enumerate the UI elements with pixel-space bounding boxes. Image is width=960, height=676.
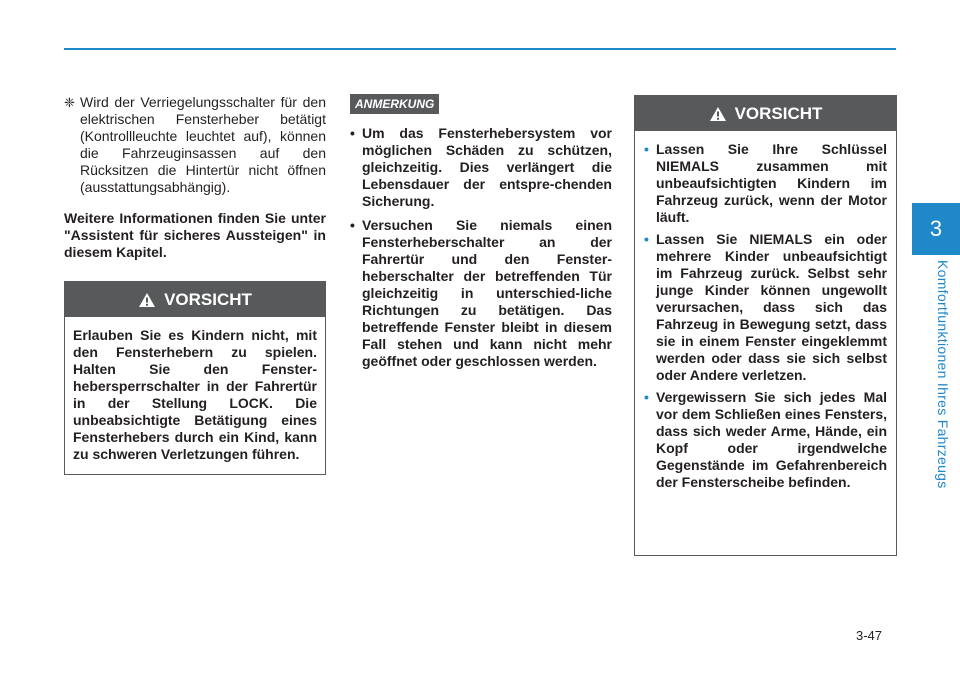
page-number: 3-47 [856,628,883,643]
list-item-text: Versuchen Sie niemals einen Fensterheberschalter an der Fahrertür und den Fenster-heberschalter der betreffenden Tür gleichzeitig in unterschied-liche Richtungen zu betätigen. Das betreffende Fenster bleibt in diesem Fall stehen und kann nicht mehr geöffnet oder geschlossen werden. [362,217,612,369]
middle-column [350,94,612,377]
footnote-symbol: ❈ [64,95,75,110]
list-item [644,389,887,491]
chapter-title: Komfortfunktionen Ihres Fahrzeugs [935,260,951,489]
note-list [350,125,612,370]
caution-header [65,282,325,317]
bullet: • [350,217,355,233]
warning-icon [138,292,156,308]
caution-header [635,96,896,131]
list-item-text: Lassen Sie NIEMALS ein oder mehrere Kinder unbeaufsichtigt im Fahrzeug zurück. Selbst sehr junge Kinder können ungewollt verursachen, dass sich das Fahrzeug in Bewegung setzt, dass sie in einem Fenster eingeklemmt werden oder dass sie sich selbst oder Andere verletzen. [656,231,887,383]
list-item [644,141,887,226]
caution-title: VORSICHT [164,290,252,309]
warning-icon [709,106,727,122]
header-rule [64,48,896,50]
caution-box-right [634,95,897,556]
caution-text: Erlauben Sie es Kindern nicht, mit den Fensterhebern zu spielen. Halten Sie den Fenster-hebersperrschalter in der Fahrertür in der Stellung LOCK. Die unbeabsichtigte Betätigung eines Fensterhebers durch ein Kind, kann zu schweren Verletzungen führen. [73,327,317,462]
caution-list [644,141,887,491]
caution-title: VORSICHT [734,104,823,123]
list-item-text: Vergewissern Sie sich jedes Mal vor dem Schließen eines Fensters, dass sich weder Arme, Hände, ein Kopf oder irgendwelche Gegenstände im Gefahrenbereich der Fensterscheibe befinden. [656,389,887,490]
bullet: • [644,389,649,405]
bullet: • [350,125,355,141]
info-paragraph: Weitere Informationen finden Sie unter "Assistent für sicheres Aussteigen" in diesem Kapitel. [64,210,326,260]
list-item [350,125,612,210]
footnote-text: Wird der Verriegelungsschalter für den elektrischen Fensterheber betätigt (Kontrollleuchte leuchtet auf), können die Fahrzeuginsassen auf den Rücksitzen die Hintertür nicht öffnen (ausstattungsabhängig). [80,94,326,195]
chapter-number: 3 [929,216,943,241]
chapter-tab [912,203,960,255]
list-item [350,217,612,370]
list-item-text: Lassen Sie Ihre Schlüssel NIEMALS zusammen mit unbeaufsichtigten Kindern im Fahrzeug zurück, wenn der Motor läuft. [656,141,887,225]
note-label: ANMERKUNG [350,94,439,114]
left-column [64,94,326,475]
list-item-text: Um das Fensterhebersystem vor möglichen Schäden zu schützen, gleichzeitig. Dies verlängert die Lebensdauer der entspre-chenden Sicherung. [362,125,612,209]
caution-body [635,131,896,491]
footnote [64,94,326,196]
bullet: • [644,231,649,247]
bullet: • [644,141,649,157]
list-item [644,231,887,384]
caution-box-left [64,281,326,475]
